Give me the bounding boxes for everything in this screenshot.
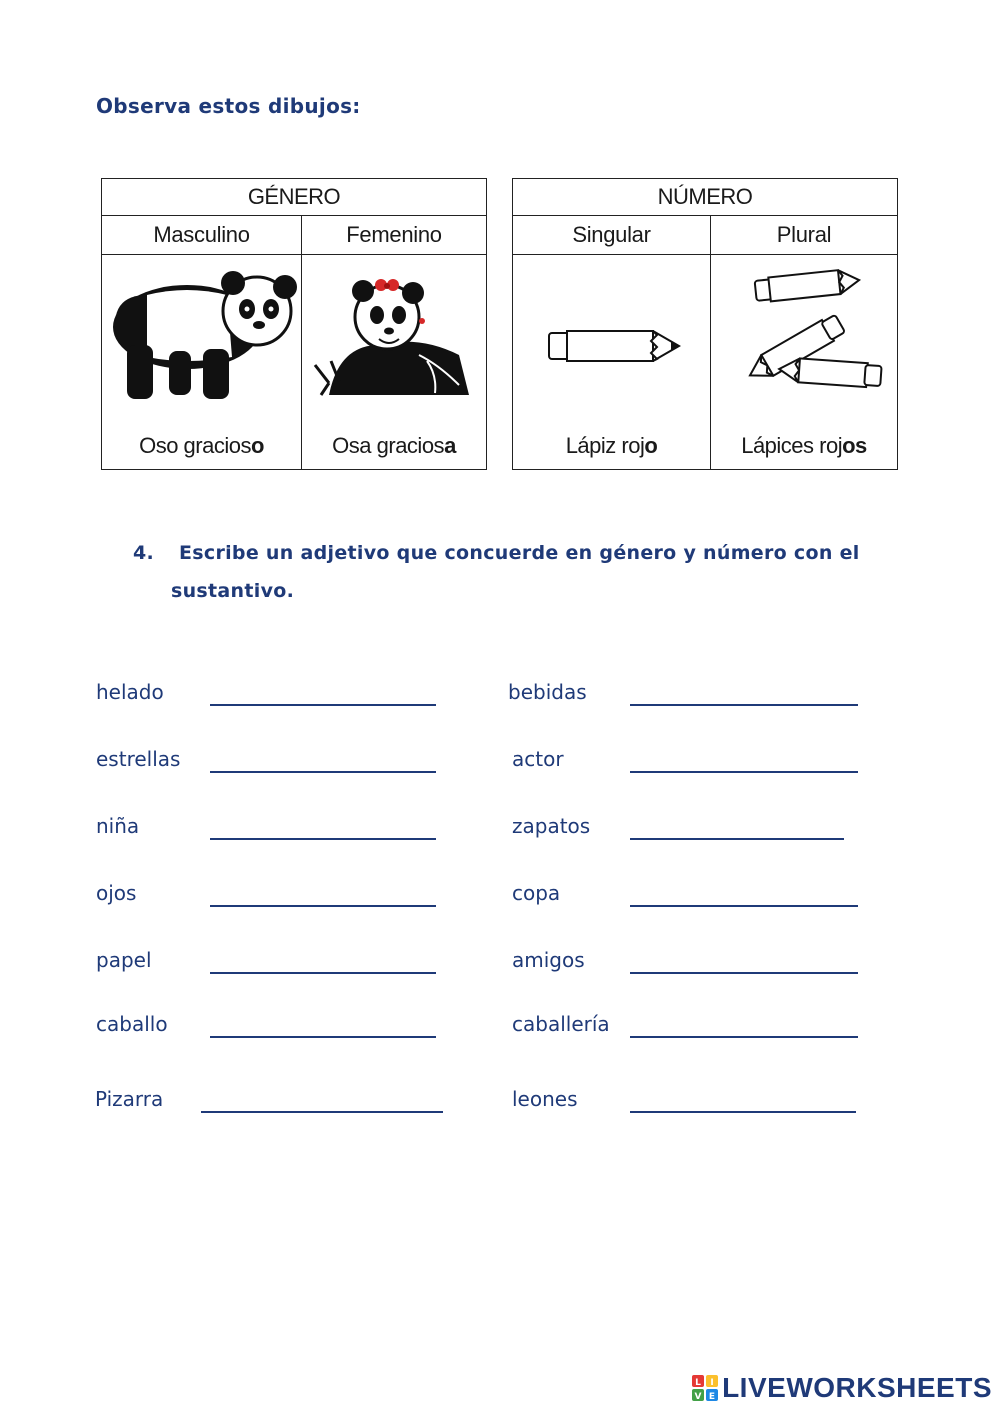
answer-field-helado[interactable] <box>210 704 436 706</box>
liveworksheets-logo-icon <box>692 1375 718 1401</box>
femenino-cell <box>302 255 487 470</box>
svg-text:I: I <box>710 1378 714 1388</box>
femenino-suffix: a <box>444 433 456 458</box>
singular-label: Singular <box>513 216 711 255</box>
answer-field-ojos[interactable] <box>210 905 436 907</box>
svg-text:L: L <box>695 1378 701 1388</box>
plural-label: Plural <box>711 216 898 255</box>
answer-field-leones[interactable] <box>630 1111 856 1113</box>
noun-estrellas: estrellas <box>96 747 181 771</box>
noun-helado: helado <box>96 680 164 704</box>
numero-title: NÚMERO <box>513 179 898 216</box>
noun-caballo: caballo <box>96 1012 168 1036</box>
noun-zapatos: zapatos <box>512 814 591 838</box>
singular-caption: Lápiz roj <box>565 433 645 458</box>
femenino-label: Femenino <box>302 216 487 255</box>
plural-suffix: os <box>842 433 867 458</box>
pencil-icon <box>537 265 687 405</box>
answer-field-caballo[interactable] <box>210 1036 436 1038</box>
brand-name: LIVEWORKSHEETS <box>722 1372 992 1403</box>
answer-field-pizarra[interactable] <box>201 1111 443 1113</box>
noun-pizarra: Pizarra <box>95 1087 164 1111</box>
noun-papel: papel <box>96 948 152 972</box>
svg-text:V: V <box>694 1392 702 1401</box>
masculino-caption: Oso gracios <box>139 433 251 458</box>
answer-field-papel[interactable] <box>210 972 436 974</box>
answer-field-zapatos[interactable] <box>630 838 844 840</box>
noun-amigos: amigos <box>512 948 585 972</box>
noun-bebidas: bebidas <box>508 680 587 704</box>
answer-field-copa[interactable] <box>630 905 858 907</box>
answer-field-bebidas[interactable] <box>630 704 858 706</box>
pencils-icon <box>724 265 884 405</box>
noun-leones: leones <box>512 1087 578 1111</box>
svg-text:E: E <box>709 1392 716 1401</box>
liveworksheets-logo[interactable] <box>692 1371 992 1405</box>
answer-field-nina[interactable] <box>210 838 436 840</box>
masculino-label: Masculino <box>102 216 302 255</box>
numero-table <box>512 178 898 470</box>
plural-cell <box>711 255 898 470</box>
panda-lying-icon <box>309 265 479 405</box>
instruction-number: 4. <box>133 542 155 564</box>
noun-caballeria: caballería <box>512 1012 610 1036</box>
instruction-line-1: Escribe un adjetivo que concuerde en género y número con el <box>179 542 860 564</box>
noun-actor: actor <box>512 747 564 771</box>
femenino-caption: Osa gracios <box>332 433 445 458</box>
singular-cell <box>513 255 711 470</box>
answer-field-actor[interactable] <box>630 771 858 773</box>
genero-title: GÉNERO <box>102 179 487 216</box>
noun-copa: copa <box>512 881 561 905</box>
answer-field-amigos[interactable] <box>630 972 858 974</box>
panda-standing-icon <box>107 265 297 405</box>
answer-field-caballeria[interactable] <box>630 1036 858 1038</box>
instruction-line-2: sustantivo. <box>171 580 295 602</box>
instruction <box>133 534 903 610</box>
masculino-suffix: o <box>250 433 264 458</box>
genero-table <box>101 178 487 470</box>
noun-ojos: ojos <box>96 881 137 905</box>
singular-suffix: o <box>644 433 658 458</box>
page-heading: Observa estos dibujos: <box>96 94 361 118</box>
noun-nina: niña <box>96 814 140 838</box>
answer-field-estrellas[interactable] <box>210 771 436 773</box>
plural-caption: Lápices roj <box>741 433 843 458</box>
masculino-cell <box>102 255 302 470</box>
